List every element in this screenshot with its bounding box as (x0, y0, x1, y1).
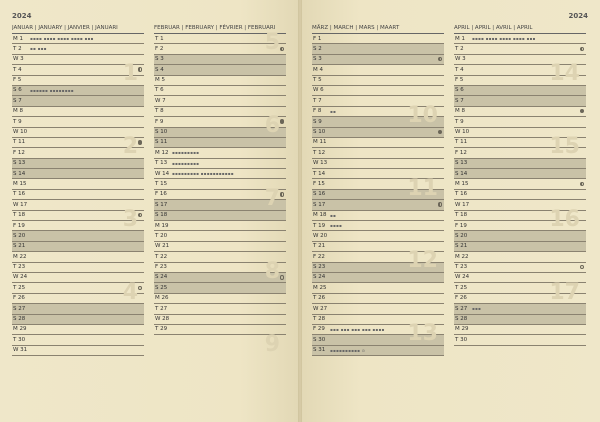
day-label: W 3 (13, 56, 24, 63)
day-label: T 30 (13, 336, 26, 343)
day-label: W 28 (155, 316, 170, 323)
day-label: S 31 (313, 347, 326, 354)
day-row[interactable] (12, 96, 144, 106)
holiday-note: ▪▪▪▪▪▪▪▪▪ (172, 150, 200, 156)
day-label: M 15 (13, 180, 27, 187)
day-label: M 22 (13, 253, 27, 260)
day-label: T 29 (155, 326, 168, 333)
day-label: S 18 (155, 212, 168, 219)
day-label: F 8 (313, 108, 322, 115)
day-row[interactable] (312, 304, 444, 314)
day-label: F 2 (155, 45, 164, 52)
day-label: T 21 (313, 243, 326, 250)
full-moon-icon (280, 119, 285, 124)
day-row[interactable] (12, 242, 144, 252)
day-label: T 7 (313, 97, 322, 104)
day-label: T 19 (313, 222, 326, 229)
day-label: S 24 (313, 274, 326, 281)
day-label: T 12 (313, 149, 326, 156)
day-label: S 7 (13, 97, 22, 104)
day-label: M 8 (13, 108, 23, 115)
day-row[interactable] (312, 211, 444, 221)
holiday-note: ▪▪▪▪ ▪▪▪▪ ▪▪▪▪ ▪▪▪▪ ▪▪▪ (30, 36, 94, 41)
day-label: W 21 (155, 243, 170, 250)
day-label: S 9 (313, 118, 322, 125)
day-label: S 30 (313, 336, 326, 343)
week-number: 15 (549, 134, 580, 159)
day-label: T 2 (13, 45, 22, 52)
day-row[interactable] (12, 263, 144, 273)
new-moon-icon (580, 265, 585, 270)
day-label: F 5 (13, 77, 22, 84)
half-moon-icon (280, 47, 285, 52)
day-label: S 21 (13, 243, 26, 250)
week-number: 4 (122, 279, 138, 305)
day-label: M 19 (155, 222, 169, 229)
new-moon-icon (280, 275, 285, 280)
day-label: T 1 (155, 35, 164, 42)
day-label: M 11 (313, 139, 327, 146)
day-row[interactable] (312, 86, 444, 96)
day-row[interactable] (454, 315, 586, 325)
day-label: M 25 (313, 284, 327, 291)
month-column-1 (154, 24, 286, 357)
day-row[interactable] (154, 294, 286, 304)
day-row[interactable] (454, 96, 586, 106)
month-header: APRIL | APRIL | AVRIL | APRIL (454, 24, 586, 34)
day-label: S 11 (155, 139, 168, 146)
day-row[interactable] (154, 96, 286, 106)
day-label: W 10 (13, 129, 28, 136)
day-label: M 1 (455, 35, 465, 42)
day-row[interactable] (312, 294, 444, 304)
month-header: JANUAR | JANUARY | JANVIER | JANUARI (12, 24, 144, 34)
day-label: M 1 (13, 35, 23, 42)
day-label: M 29 (455, 326, 469, 333)
day-row[interactable] (312, 159, 444, 169)
day-label: T 9 (455, 118, 464, 125)
week-number: 1 (122, 61, 138, 87)
day-row[interactable] (454, 159, 586, 169)
half-moon-icon (138, 213, 143, 218)
day-label: W 17 (13, 201, 28, 208)
day-label: T 13 (155, 160, 168, 167)
holiday-note: ▪▪ (330, 108, 337, 114)
day-label: S 24 (155, 274, 168, 281)
day-row[interactable] (12, 231, 144, 241)
holiday-note: ▪▪▪ (472, 306, 482, 312)
day-label: T 4 (13, 66, 22, 73)
day-label: F 16 (155, 191, 167, 198)
week-number: 6 (264, 113, 280, 139)
day-row[interactable] (154, 315, 286, 325)
day-label: T 30 (455, 336, 468, 343)
day-row[interactable] (12, 34, 144, 44)
month-column-3 (454, 24, 586, 346)
day-list (154, 30, 286, 357)
day-row[interactable] (12, 159, 144, 169)
day-row[interactable] (312, 221, 444, 231)
day-label: S 3 (313, 56, 322, 63)
full-moon-icon (580, 109, 585, 114)
month-header: FEBRUAR | FEBRUARY | FÉVRIER | FEBRUARI (154, 24, 286, 34)
day-row[interactable] (454, 242, 586, 252)
day-label: F 26 (13, 295, 25, 302)
week-number: 13 (407, 321, 438, 347)
day-label: T 20 (155, 232, 168, 239)
day-list (12, 34, 144, 356)
day-label: S 16 (313, 191, 326, 198)
day-row[interactable] (454, 169, 586, 179)
day-label: F 15 (313, 180, 325, 187)
day-label: S 28 (13, 316, 26, 323)
day-label: F 1 (313, 35, 322, 42)
full-moon-icon (438, 130, 443, 135)
day-row[interactable] (454, 107, 586, 117)
day-label: F 19 (455, 222, 467, 229)
day-row[interactable] (12, 335, 144, 345)
day-row[interactable] (312, 283, 444, 293)
day-label: F 26 (455, 295, 467, 302)
full-moon-icon (138, 140, 143, 145)
day-label: M 8 (455, 108, 465, 115)
week-number: 5 (264, 30, 280, 55)
day-row[interactable] (12, 44, 144, 54)
half-moon-icon (580, 47, 585, 52)
day-label: M 12 (155, 149, 169, 156)
day-row[interactable] (454, 44, 586, 54)
day-label: M 4 (313, 66, 323, 73)
week-number: 17 (549, 279, 580, 305)
day-label: M 26 (155, 295, 169, 302)
month-column-2 (312, 24, 444, 356)
day-label: T 23 (13, 264, 26, 271)
day-label: T 26 (313, 295, 326, 302)
week-number: 16 (549, 206, 580, 232)
day-row[interactable] (454, 231, 586, 241)
day-label: S 21 (455, 243, 468, 250)
day-row[interactable] (312, 138, 444, 148)
day-label: T 8 (155, 108, 164, 115)
day-label: T 22 (155, 253, 168, 260)
day-row[interactable] (454, 304, 586, 314)
day-row[interactable] (154, 148, 286, 158)
day-row[interactable] (12, 325, 144, 335)
day-label: S 27 (13, 305, 26, 312)
day-label: S 28 (455, 316, 468, 323)
day-label: T 2 (455, 45, 464, 52)
day-label: W 3 (455, 56, 466, 63)
day-row[interactable] (312, 55, 444, 65)
day-label: M 22 (455, 253, 469, 260)
day-row[interactable] (154, 221, 286, 231)
day-label: W 17 (455, 201, 470, 208)
holiday-note: ▪▪▪▪▪▪▪▪▪▪ ⊙ (330, 347, 366, 353)
day-label: S 23 (313, 264, 326, 271)
day-label: W 24 (455, 274, 470, 281)
day-row[interactable] (12, 86, 144, 96)
week-number: 7 (264, 186, 280, 211)
day-label: S 6 (455, 87, 464, 94)
day-label: S 4 (155, 66, 164, 73)
day-row[interactable] (312, 65, 444, 75)
day-row[interactable] (312, 200, 444, 210)
day-row[interactable] (454, 34, 586, 44)
day-label: T 25 (13, 284, 26, 291)
day-label: S 17 (313, 201, 326, 208)
day-label: W 14 (155, 170, 170, 177)
day-row[interactable] (12, 315, 144, 325)
week-number: 12 (407, 248, 438, 274)
day-label: T 15 (155, 180, 168, 187)
day-row[interactable] (312, 44, 444, 54)
day-row[interactable] (154, 159, 286, 169)
half-moon-icon (580, 182, 585, 187)
day-label: S 20 (455, 232, 468, 239)
right-page (300, 0, 600, 422)
day-label: S 7 (455, 97, 464, 104)
day-row[interactable] (454, 190, 586, 200)
day-label: F 23 (155, 264, 167, 271)
day-label: T 11 (455, 139, 468, 146)
day-label: S 27 (455, 305, 468, 312)
day-label: F 12 (13, 149, 25, 156)
day-label: T 18 (455, 212, 468, 219)
day-row[interactable] (154, 304, 286, 314)
day-row[interactable] (454, 179, 586, 189)
day-list (312, 34, 444, 356)
day-label: T 23 (455, 264, 468, 271)
day-label: S 13 (455, 160, 468, 167)
day-row[interactable] (154, 283, 286, 293)
day-label: T 28 (313, 316, 326, 323)
day-row[interactable] (12, 304, 144, 314)
day-label: T 9 (13, 118, 22, 125)
page-gutter (298, 0, 302, 422)
day-label: S 13 (13, 160, 26, 167)
day-label: F 19 (13, 222, 25, 229)
day-label: S 10 (155, 129, 168, 136)
day-row[interactable] (312, 128, 444, 138)
day-row[interactable] (154, 231, 286, 241)
day-row[interactable] (312, 231, 444, 241)
day-label: T 18 (13, 212, 26, 219)
day-row[interactable] (154, 76, 286, 86)
day-row[interactable] (312, 346, 444, 356)
day-label: S 6 (13, 87, 22, 94)
week-number: 14 (549, 61, 580, 87)
week-number: 11 (407, 175, 438, 201)
day-label: S 2 (313, 45, 322, 52)
day-row[interactable] (154, 211, 286, 221)
day-label: T 14 (313, 170, 326, 177)
day-label: S 3 (155, 56, 164, 63)
week-number: 10 (407, 102, 438, 128)
day-row[interactable] (154, 65, 286, 75)
day-row[interactable] (454, 252, 586, 262)
day-label: W 13 (313, 160, 328, 167)
day-row[interactable] (12, 107, 144, 117)
day-label: W 31 (13, 347, 28, 354)
day-label: M 15 (455, 180, 469, 187)
day-row[interactable] (454, 335, 586, 345)
week-number: 3 (122, 206, 138, 232)
day-label: S 14 (13, 170, 26, 177)
day-row[interactable] (312, 148, 444, 158)
day-label: F 9 (155, 118, 164, 125)
week-number: 2 (122, 134, 138, 159)
day-label: W 27 (313, 305, 328, 312)
day-label: M 18 (313, 212, 327, 219)
week-number: 8 (264, 258, 280, 284)
day-label: M 5 (155, 77, 165, 84)
day-label: W 20 (313, 232, 328, 239)
year-label: 2024 (568, 12, 588, 20)
day-label: F 5 (455, 77, 464, 84)
day-label: W 24 (13, 274, 28, 281)
day-label: F 29 (313, 326, 325, 333)
day-list (454, 34, 586, 346)
day-row[interactable] (12, 169, 144, 179)
holiday-note: ▪▪▪▪▪▪▪▪▪ ▪▪▪▪▪▪▪▪▪▪▪ (172, 171, 234, 177)
day-row[interactable] (454, 117, 586, 127)
day-row[interactable] (12, 179, 144, 189)
day-label: T 16 (13, 191, 26, 198)
day-label: W 6 (313, 87, 324, 94)
day-row[interactable] (12, 252, 144, 262)
day-label: S 20 (13, 232, 26, 239)
day-label: T 11 (13, 139, 26, 146)
day-row[interactable] (12, 346, 144, 356)
year-label: 2024 (12, 12, 32, 20)
holiday-note: ▪▪▪▪▪▪ ▪▪▪▪▪▪▪▪ (30, 87, 74, 93)
holiday-note: ▪▪ ▪▪▪ (30, 46, 47, 52)
day-row[interactable] (454, 263, 586, 273)
day-row[interactable] (312, 76, 444, 86)
holiday-note: ▪▪▪ ▪▪▪ ▪▪▪ ▪▪▪ ▪▪▪▪ (330, 326, 385, 332)
holiday-note: ▪▪▪▪▪▪▪▪▪ (172, 160, 200, 166)
day-row[interactable] (12, 190, 144, 200)
day-label: S 25 (155, 284, 168, 291)
day-label: S 10 (313, 129, 326, 136)
new-moon-icon (138, 286, 143, 291)
holiday-note: ▪▪▪▪ ▪▪▪▪ ▪▪▪▪ ▪▪▪▪ ▪▪▪ (472, 36, 536, 41)
half-moon-icon (438, 202, 443, 207)
holiday-note: ▪▪▪▪ (330, 223, 343, 229)
day-label: T 4 (455, 66, 464, 73)
half-moon-icon (438, 57, 443, 62)
day-label: T 16 (455, 191, 468, 198)
day-row[interactable] (154, 242, 286, 252)
day-label: T 5 (313, 77, 322, 84)
day-label: W 7 (155, 97, 166, 104)
day-label: T 25 (455, 284, 468, 291)
day-row[interactable] (154, 55, 286, 65)
day-row[interactable] (154, 138, 286, 148)
day-label: F 12 (455, 149, 467, 156)
month-header: MÄRZ | MARCH | MARS | MAART (312, 24, 444, 34)
day-label: W 10 (455, 129, 470, 136)
day-label: S 17 (155, 201, 168, 208)
day-row[interactable] (12, 117, 144, 127)
holiday-note: ▪▪ (330, 212, 337, 218)
day-row[interactable] (154, 86, 286, 96)
day-label: T 27 (155, 305, 168, 312)
day-label: F 22 (313, 253, 325, 260)
day-row[interactable] (312, 273, 444, 283)
day-row[interactable] (454, 325, 586, 335)
month-column-0 (12, 24, 144, 356)
day-row[interactable] (312, 34, 444, 44)
half-moon-icon (280, 192, 285, 197)
day-label: T 6 (155, 87, 164, 94)
day-label: M 29 (13, 326, 27, 333)
day-label: S 14 (455, 170, 468, 177)
week-number: 9 (264, 331, 280, 357)
half-moon-icon (138, 67, 143, 72)
day-row[interactable] (154, 169, 286, 179)
day-row[interactable] (454, 86, 586, 96)
